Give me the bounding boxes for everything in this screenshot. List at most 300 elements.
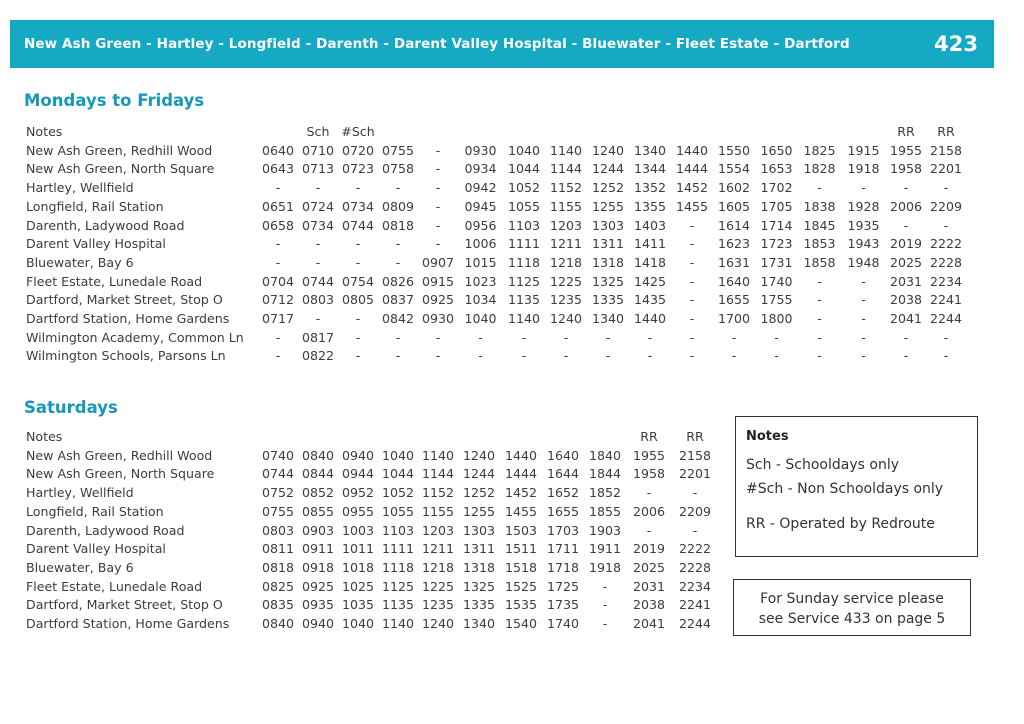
time-cell: 1325: [462, 578, 496, 594]
time-cell: -: [943, 329, 949, 345]
time-cell: 1640: [717, 273, 751, 289]
time-cell: 1535: [504, 597, 538, 613]
time-cell: 1858: [803, 254, 836, 270]
stop-name: Fleet Estate, Lunedale Road: [26, 578, 203, 594]
time-cell: 0724: [301, 198, 335, 214]
timetable-row: [26, 273, 966, 292]
sunday-service-box: [733, 579, 971, 636]
time-cell: 0744: [301, 273, 335, 289]
time-cell: 1740: [760, 273, 793, 289]
time-cell: -: [435, 180, 441, 196]
timetable-row: [26, 160, 966, 179]
time-cell: 0643: [261, 161, 295, 177]
time-cell: 1135: [507, 292, 541, 308]
time-cell: 1714: [760, 217, 793, 233]
timetable-row: [26, 503, 718, 522]
time-cell: 1055: [381, 503, 415, 519]
time-cell: 1655: [717, 292, 751, 308]
saturday-timetable: [26, 428, 718, 634]
time-cell: -: [689, 292, 695, 308]
time-cell: -: [692, 485, 698, 501]
time-cell: -: [861, 180, 866, 196]
time-cell: 1111: [507, 236, 541, 252]
time-cell: 0803: [261, 522, 295, 538]
time-cell: 1203: [549, 217, 583, 233]
time-cell: 0942: [464, 180, 497, 196]
time-cell: 1225: [549, 273, 583, 289]
time-cell: 1503: [504, 522, 538, 538]
time-cell: -: [861, 273, 866, 289]
time-cell: [671, 123, 713, 142]
time-cell: 2041: [632, 616, 666, 632]
stop-name: Dartford, Market Street, Stop O: [26, 292, 223, 308]
time-cell: 0907: [421, 254, 455, 270]
time-cell: 1211: [421, 541, 455, 557]
time-cell: 1023: [464, 273, 497, 289]
time-cell: [500, 428, 542, 447]
time-cell: 0640: [261, 142, 295, 158]
stop-name: Dartford, Market Street, Stop O: [26, 597, 223, 613]
time-cell: 0826: [381, 273, 415, 289]
time-cell: -: [602, 597, 608, 613]
stop-name: Dartford Station, Home Gardens: [26, 616, 230, 632]
time-cell: -: [355, 180, 361, 196]
time-cell: -: [315, 311, 321, 327]
route-header: [10, 20, 994, 68]
time-cell: 1225: [421, 578, 455, 594]
time-cell: 1040: [381, 447, 415, 463]
time-cell: 0723: [341, 161, 375, 177]
time-cell: 1125: [381, 578, 415, 594]
time-cell: 1718: [546, 559, 580, 575]
time-cell: 0915: [421, 273, 455, 289]
time-cell: 1825: [803, 142, 836, 158]
time-cell: 0911: [301, 541, 335, 557]
time-cell: 1325: [591, 273, 625, 289]
time-cell: 2234: [678, 578, 712, 594]
time-cell: -: [817, 348, 822, 364]
time-cell: 1052: [381, 485, 415, 501]
time-cell: -: [605, 329, 611, 345]
stop-name: Darenth, Ladywood Road: [26, 217, 185, 233]
time-cell: 2019: [632, 541, 666, 557]
note-sch: Sch - Schooldays only: [746, 457, 899, 473]
time-cell: 1352: [633, 180, 667, 196]
time-cell: 0945: [464, 198, 497, 214]
time-cell: 1711: [546, 541, 580, 557]
time-cell: 0720: [341, 142, 375, 158]
time-cell: 0712: [261, 292, 295, 308]
time-cell: 1103: [507, 217, 541, 233]
time-cell: 1828: [803, 161, 836, 177]
time-cell: 1623: [717, 236, 751, 252]
time-cell: 2038: [632, 597, 666, 613]
time-cell: 1855: [588, 503, 622, 519]
time-cell: -: [355, 329, 361, 345]
time-cell: 1303: [462, 522, 496, 538]
time-cell: 0822: [301, 348, 335, 364]
time-cell: 1252: [591, 180, 625, 196]
time-cell: 2006: [889, 198, 923, 214]
time-cell: -: [275, 348, 281, 364]
time-cell: 1034: [464, 292, 497, 308]
time-cell: -: [861, 329, 866, 345]
time-cell: 2041: [889, 311, 923, 327]
time-cell: -: [903, 217, 909, 233]
time-cell: 1111: [381, 541, 415, 557]
time-cell: -: [435, 142, 441, 158]
service-number: 423: [934, 32, 978, 56]
timetable-row: [26, 465, 718, 484]
sunday-line-2: see Service 433 on page 5: [758, 611, 946, 627]
time-cell: 0713: [301, 161, 335, 177]
time-cell: 1403: [633, 217, 667, 233]
time-cell: 0930: [421, 311, 455, 327]
time-cell: 1440: [633, 311, 667, 327]
notes-label: Notes: [26, 124, 63, 139]
time-cell: 1140: [421, 447, 455, 463]
time-cell: 1735: [546, 597, 580, 613]
time-cell: 1340: [591, 311, 625, 327]
time-cell: 1118: [381, 559, 415, 575]
time-cell: 2241: [929, 292, 963, 308]
time-cell: -: [689, 348, 695, 364]
time-cell: 1725: [546, 578, 580, 594]
time-cell: -: [861, 311, 866, 327]
time-cell: 1955: [632, 447, 666, 463]
time-cell: 1218: [421, 559, 455, 575]
time-cell: -: [861, 292, 866, 308]
time-cell: 0704: [261, 273, 295, 289]
time-cell: 1303: [591, 217, 625, 233]
time-cell: 1911: [588, 541, 622, 557]
time-cell: 0918: [301, 559, 335, 575]
timetable-row: [26, 578, 718, 597]
time-cell: 0818: [261, 559, 295, 575]
timetable-row: [26, 615, 718, 634]
time-cell: 1155: [549, 198, 583, 214]
stop-name: New Ash Green, Redhill Wood: [26, 142, 213, 158]
stop-name: Wilmington Academy, Common Ln: [26, 329, 244, 345]
notes-label: Notes: [26, 429, 63, 444]
time-cell: 1845: [803, 217, 836, 233]
time-cell: 1703: [546, 522, 580, 538]
time-cell: 1631: [717, 254, 751, 270]
time-cell: 0817: [301, 329, 335, 345]
time-cell: 1006: [464, 236, 497, 252]
stop-name: Darent Valley Hospital: [26, 541, 166, 557]
time-cell: 1335: [462, 597, 496, 613]
time-cell: 1252: [462, 485, 496, 501]
time-cell: 1152: [549, 180, 583, 196]
time-cell: -: [315, 180, 321, 196]
time-cell: -: [731, 329, 737, 345]
time-cell: -: [355, 348, 361, 364]
time-cell: 1928: [847, 198, 880, 214]
stop-name: Darenth, Ladywood Road: [26, 522, 185, 538]
timetable-row: [26, 522, 718, 541]
time-cell: -: [817, 329, 822, 345]
time-cell: -: [395, 348, 401, 364]
time-cell: [542, 428, 584, 447]
time-cell: 1240: [591, 142, 625, 158]
time-cell: -: [563, 329, 569, 345]
time-cell: -: [275, 180, 281, 196]
time-cell: 1838: [803, 198, 836, 214]
time-cell: 1444: [675, 161, 709, 177]
time-cell: 2158: [678, 447, 712, 463]
time-cell: 1554: [717, 161, 751, 177]
time-cell: [629, 123, 671, 142]
time-cell: 0935: [301, 597, 335, 613]
time-cell: 1211: [549, 236, 583, 252]
time-cell: [503, 123, 545, 142]
time-cell: 0710: [301, 142, 335, 158]
time-cell: 1540: [504, 616, 538, 632]
stop-name: Darent Valley Hospital: [26, 236, 166, 252]
time-cell: 2234: [929, 273, 963, 289]
time-cell: 2038: [889, 292, 923, 308]
time-cell: 1003: [341, 522, 375, 538]
time-cell: -: [943, 348, 949, 364]
notes-row: [26, 123, 966, 142]
time-cell: 0844: [301, 466, 335, 482]
timetable-row: [26, 179, 966, 198]
time-cell: 0717: [261, 311, 295, 327]
time-cell: 0758: [381, 161, 415, 177]
stop-name: Fleet Estate, Lunedale Road: [26, 273, 203, 289]
time-cell: -: [355, 236, 361, 252]
time-cell: 1653: [760, 161, 793, 177]
time-cell: -: [315, 254, 321, 270]
time-cell: 1235: [421, 597, 455, 613]
time-cell: [418, 123, 458, 142]
time-cell: 0803: [301, 292, 335, 308]
time-cell: RR: [937, 124, 955, 139]
time-cell: 0740: [261, 447, 295, 463]
time-cell: -: [395, 180, 401, 196]
time-cell: -: [817, 180, 822, 196]
time-cell: [258, 428, 298, 447]
time-cell: 1244: [462, 466, 496, 482]
time-cell: 1018: [341, 559, 375, 575]
time-cell: [378, 123, 418, 142]
time-cell: 1240: [549, 311, 583, 327]
time-cell: [338, 428, 378, 447]
time-cell: 0837: [381, 292, 415, 308]
time-cell: 1055: [507, 198, 541, 214]
time-cell: -: [689, 236, 695, 252]
time-cell: 1755: [760, 292, 793, 308]
timetable-row: [26, 540, 718, 559]
time-cell: 1958: [889, 161, 923, 177]
sunday-line-1: For Sunday service please: [760, 591, 944, 607]
timetable-row: [26, 217, 966, 236]
time-cell: 1844: [588, 466, 622, 482]
timetable-row: [26, 596, 718, 615]
time-cell: -: [646, 522, 652, 538]
time-cell: 1731: [760, 254, 793, 270]
time-cell: 1140: [381, 616, 415, 632]
time-cell: 1614: [717, 217, 751, 233]
timetable-row: [26, 329, 966, 348]
time-cell: 1705: [760, 198, 793, 214]
timetable-row: [26, 347, 966, 366]
time-cell: 2228: [678, 559, 712, 575]
time-cell: 0940: [341, 447, 375, 463]
time-cell: RR: [640, 429, 658, 444]
time-cell: -: [478, 329, 483, 345]
time-cell: RR: [897, 124, 915, 139]
time-cell: -: [689, 273, 695, 289]
time-cell: 1135: [381, 597, 415, 613]
time-cell: 1235: [549, 292, 583, 308]
time-cell: [841, 123, 886, 142]
note-nsch: #Sch - Non Schooldays only: [746, 481, 944, 497]
time-cell: [755, 123, 798, 142]
stop-name: Dartford Station, Home Gardens: [26, 311, 230, 327]
timetable-row: [26, 447, 718, 466]
time-cell: 1144: [421, 466, 455, 482]
time-cell: 1218: [549, 254, 583, 270]
time-cell: [378, 428, 418, 447]
time-cell: 1918: [588, 559, 622, 575]
time-cell: 0840: [261, 616, 295, 632]
time-cell: 1344: [633, 161, 667, 177]
time-cell: -: [647, 348, 653, 364]
time-cell: 2201: [929, 161, 963, 177]
time-cell: 1935: [847, 217, 880, 233]
time-cell: 2025: [632, 559, 666, 575]
time-cell: -: [903, 348, 909, 364]
time-cell: 1255: [462, 503, 496, 519]
time-cell: 1255: [591, 198, 625, 214]
time-cell: 1015: [464, 254, 497, 270]
time-cell: 0755: [381, 142, 415, 158]
time-cell: -: [602, 578, 608, 594]
time-cell: [258, 123, 298, 142]
stop-name: Hartley, Wellfield: [26, 180, 134, 196]
time-cell: 0952: [341, 485, 375, 501]
time-cell: 0840: [301, 447, 335, 463]
time-cell: 1318: [591, 254, 625, 270]
time-cell: 0752: [261, 485, 295, 501]
time-cell: #Sch: [341, 124, 375, 139]
time-cell: 0825: [261, 578, 295, 594]
time-cell: -: [689, 217, 695, 233]
time-cell: -: [943, 217, 949, 233]
time-cell: [713, 123, 755, 142]
time-cell: [458, 428, 500, 447]
time-cell: 1040: [507, 142, 541, 158]
stop-name: Bluewater, Bay 6: [26, 559, 134, 575]
time-cell: 1903: [588, 522, 622, 538]
time-cell: 1644: [546, 466, 580, 482]
time-cell: 0925: [301, 578, 335, 594]
time-cell: -: [395, 254, 401, 270]
time-cell: -: [689, 311, 695, 327]
time-cell: 0818: [381, 217, 415, 233]
time-cell: 1918: [847, 161, 880, 177]
time-cell: 1852: [588, 485, 622, 501]
timetable-row: [26, 559, 718, 578]
time-cell: Sch: [306, 124, 330, 139]
time-cell: -: [605, 348, 611, 364]
saturday-title: Saturdays: [24, 398, 118, 417]
time-cell: 0842: [381, 311, 415, 327]
timetable-row: [26, 291, 966, 310]
stop-name: Longfield, Rail Station: [26, 198, 164, 214]
time-cell: 1602: [717, 180, 751, 196]
time-cell: 0734: [341, 198, 375, 214]
time-cell: 1853: [803, 236, 836, 252]
time-cell: 0925: [421, 292, 455, 308]
time-cell: -: [817, 292, 822, 308]
time-cell: 1550: [717, 142, 751, 158]
time-cell: -: [943, 180, 949, 196]
time-cell: 2244: [678, 616, 712, 632]
time-cell: 0956: [464, 217, 497, 233]
time-cell: 2222: [929, 236, 963, 252]
time-cell: 1044: [507, 161, 541, 177]
time-cell: 1335: [591, 292, 625, 308]
time-cell: 1452: [504, 485, 538, 501]
time-cell: 1244: [591, 161, 625, 177]
time-cell: 0755: [261, 503, 295, 519]
time-cell: 1144: [549, 161, 583, 177]
time-cell: 1915: [847, 142, 880, 158]
time-cell: 1011: [341, 541, 375, 557]
notes-box: [735, 416, 978, 557]
time-cell: -: [903, 180, 909, 196]
time-cell: 0940: [301, 616, 335, 632]
time-cell: -: [602, 616, 608, 632]
time-cell: -: [395, 329, 401, 345]
time-cell: -: [774, 329, 779, 345]
time-cell: 1140: [507, 311, 541, 327]
time-cell: 1318: [462, 559, 496, 575]
time-cell: 0734: [301, 217, 335, 233]
time-cell: -: [275, 236, 281, 252]
time-cell: 2019: [889, 236, 923, 252]
time-cell: 1125: [507, 273, 541, 289]
time-cell: 2201: [678, 466, 712, 482]
time-cell: 1240: [462, 447, 496, 463]
time-cell: 1640: [546, 447, 580, 463]
timetable-row: [26, 142, 966, 161]
time-cell: 1418: [633, 254, 667, 270]
time-cell: -: [435, 348, 441, 364]
time-cell: 2158: [929, 142, 963, 158]
time-cell: 0855: [301, 503, 335, 519]
time-cell: -: [689, 254, 695, 270]
note-rr: RR - Operated by Redroute: [746, 516, 935, 532]
time-cell: 2241: [678, 597, 712, 613]
time-cell: -: [646, 485, 652, 501]
time-cell: -: [478, 348, 483, 364]
time-cell: 0955: [341, 503, 375, 519]
stop-name: New Ash Green, Redhill Wood: [26, 447, 213, 463]
time-cell: 1650: [760, 142, 793, 158]
time-cell: 1052: [507, 180, 541, 196]
time-cell: -: [435, 217, 441, 233]
time-cell: [418, 428, 458, 447]
time-cell: -: [435, 236, 441, 252]
time-cell: 1435: [633, 292, 667, 308]
time-cell: 1340: [633, 142, 667, 158]
time-cell: 1425: [633, 273, 667, 289]
time-cell: 2244: [929, 311, 963, 327]
